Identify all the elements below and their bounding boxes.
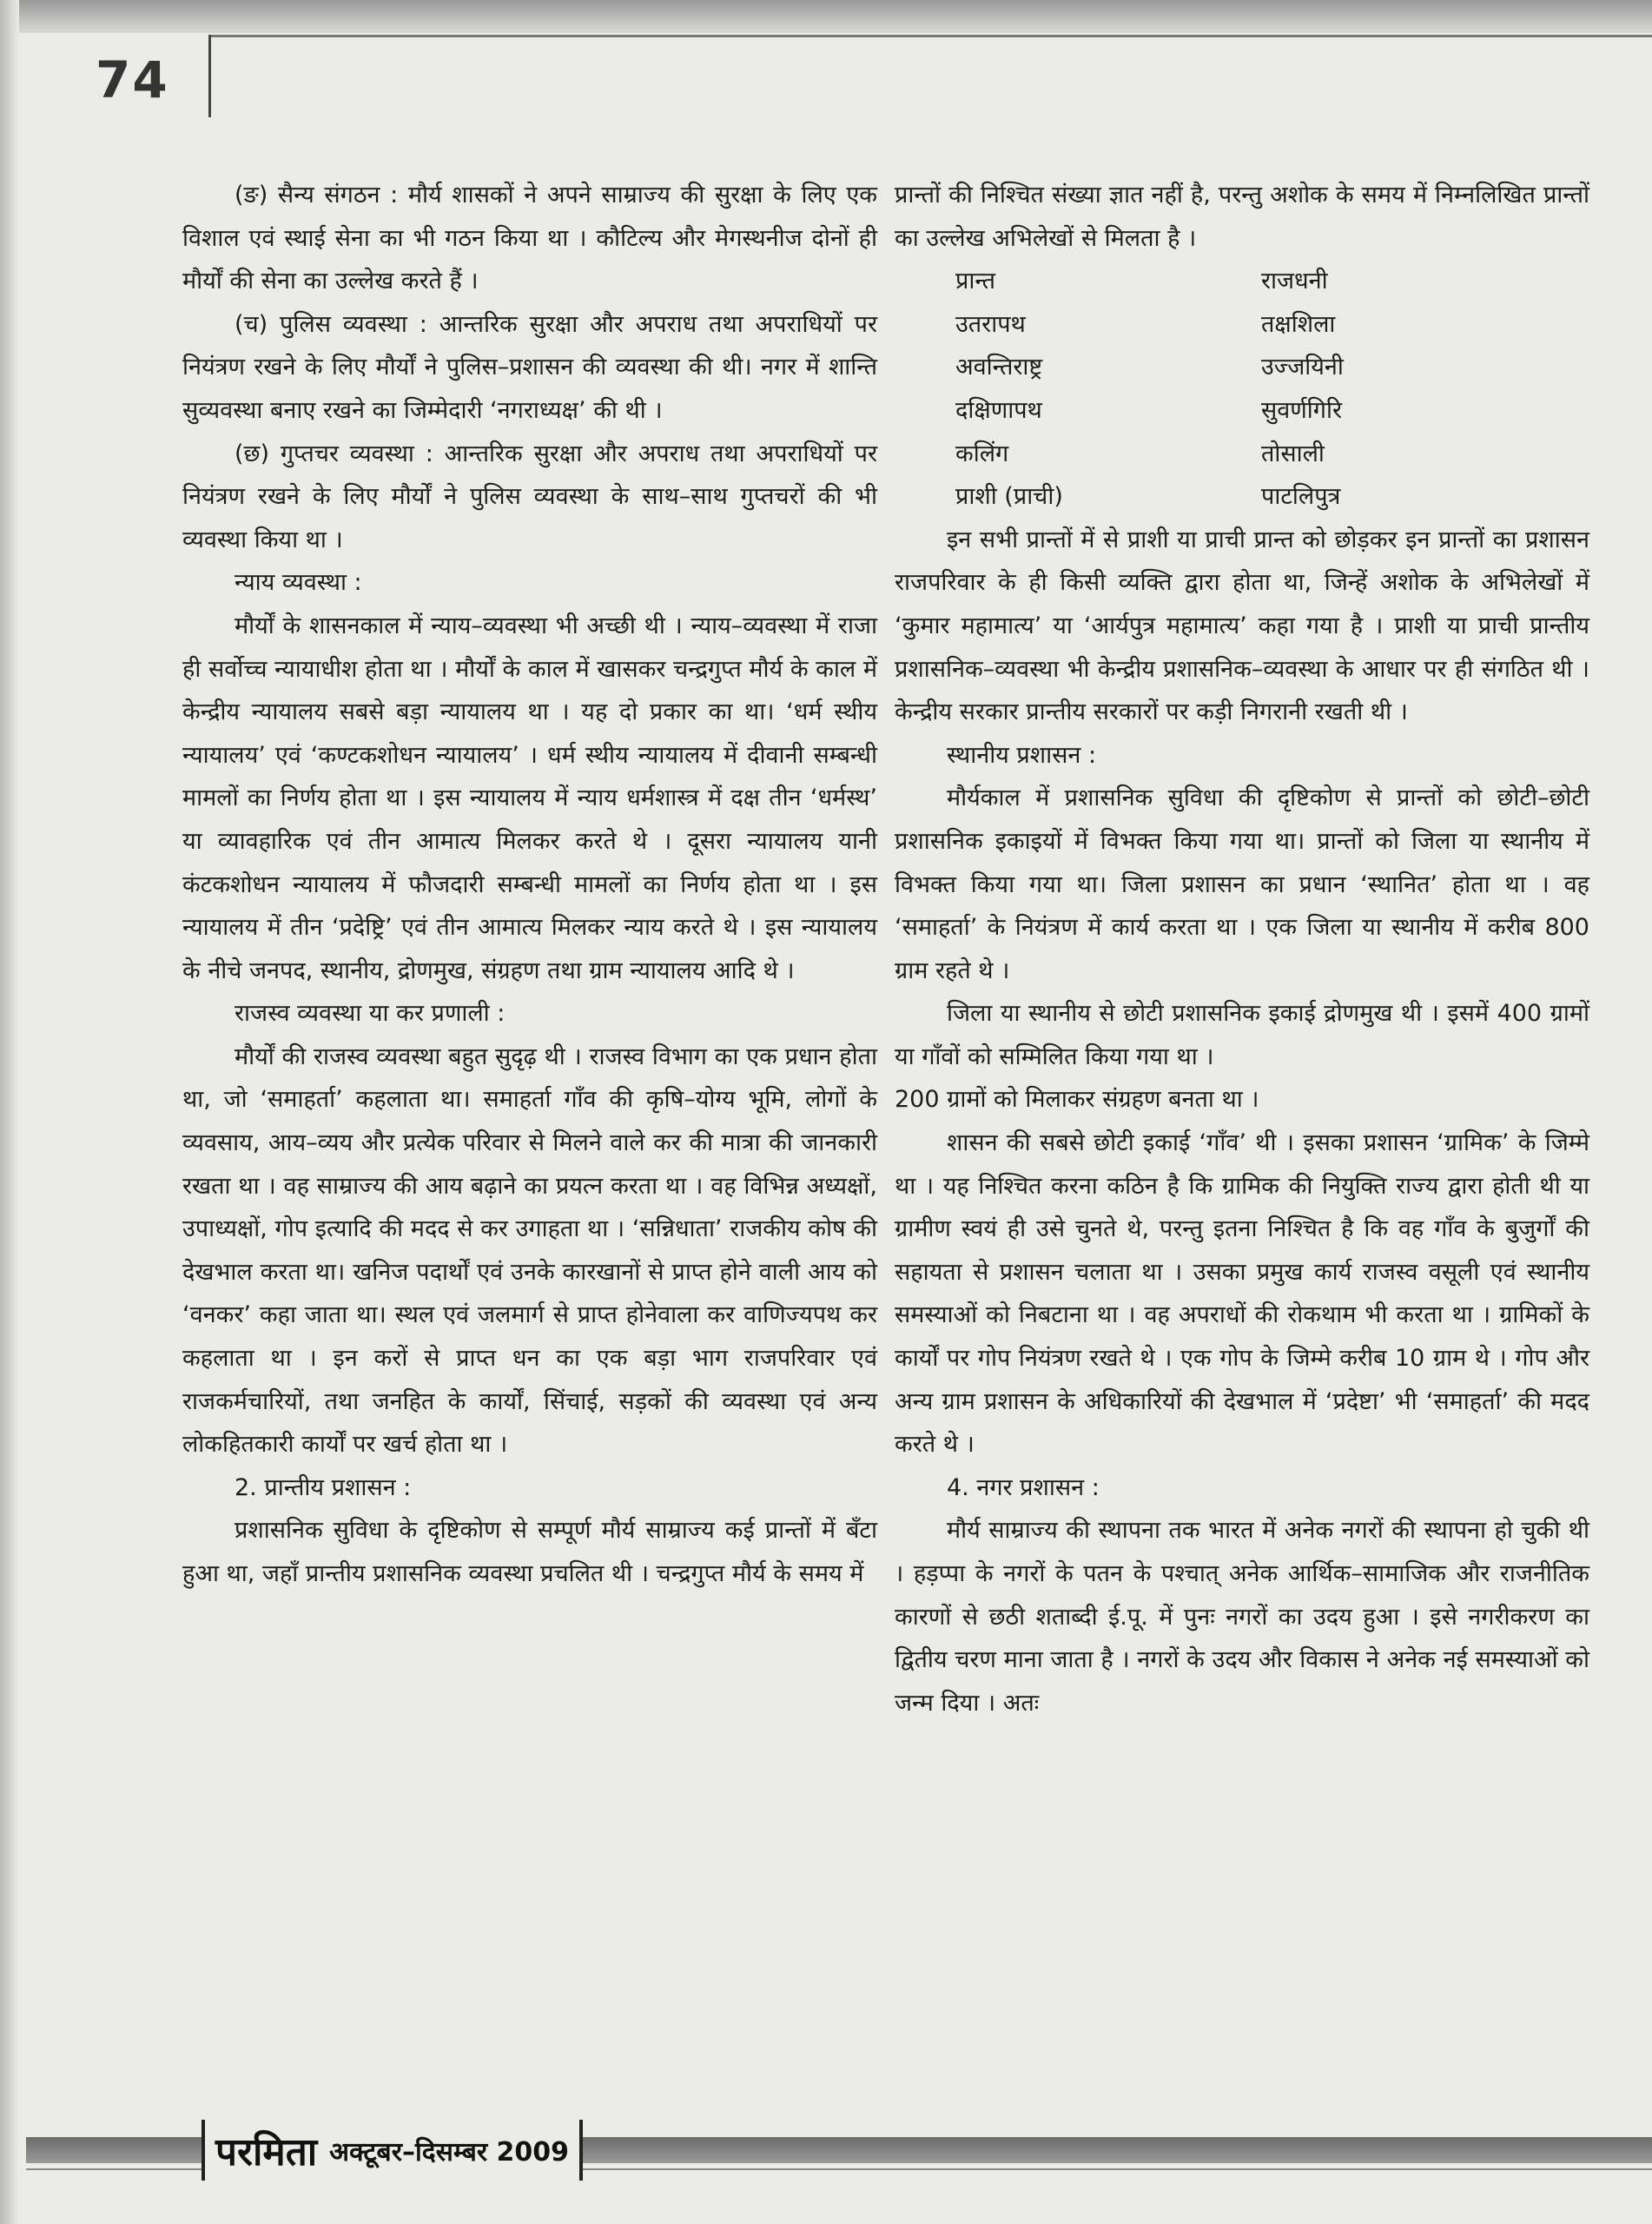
province-capital: तक्षशिला (1260, 310, 1336, 338)
province-name: अवन्तिराष्ट्र (955, 354, 1043, 381)
local-admin-heading: स्थानीय प्रशासन : (947, 741, 1097, 769)
province-name: कलिंग (955, 440, 1009, 467)
revenue-paragraph: मौर्यों की राजस्व व्यवस्था बहुत सुदृढ़ थी । राजस्व विभाग का एक प्रधान होता था, जो ‘समाहर्ता’ कहलाता था। समाहर्ता गाँव की कृषि–योग्य भूमि, लोगों के व्यवसाय, आय–व्यय और प्रत्येक परिवार से मिलने वाले कर की मात्रा की जानकारी रखता था । वह साम्राज्य की आय बढ़ाने का प्रयत्न करता था । वह विभिन्न अध्यक्षों, उपाध्यक्षों, गोप इत्यादि की मदद से कर उगाहता था । ‘सन्निधाता’ राजकीय कोष की देखभाल करता था। खनिज पदार्थों एवं उनके कारखानों से प्राप्त होने वाली आय को ‘वनकर’ कहा जाता था। स्थल एवं जलमार्ग से प्राप्त होनेवाला कर वाणिज्यपथ कर कहलाता था । इन करों से प्राप्त धन का एक बड़ा भाग राजपरिवार एवं राजकर्मचारियों, तथा जनहित के कार्यों, सिंचाई, सड़कों की व्यवस्था एवं अन्य लोकहितकारी कार्यों पर खर्च होता था । (182, 1042, 877, 1459)
province-capital: उज्जयिनी (1260, 354, 1344, 381)
page-binding-shadow (0, 0, 19, 2224)
police-paragraph: (च) पुलिस व्यवस्था : आन्तरिक सुरक्षा और अपराध तथा अपराधियों पर नियंत्रण रखने के लिए मौर्यों ने पुलिस–प्रशासन की व्यवस्था की थी। नगर में शान्ति सुव्यवस्था बनाए रखने का जिम्मेदारी ‘नगराध्यक्ष’ की थी । (182, 310, 877, 424)
right-column (895, 174, 1589, 1724)
spy-paragraph: (छ) गुप्तचर व्यवस्था : आन्तरिक सुरक्षा और अपराध तथा अपराधियों पर नियंत्रण रखने के लिए मौर्यों ने पुलिस व्यवस्था के साथ–साथ गुप्तचरों की भी व्यवस्था किया था । (182, 440, 877, 553)
page-top-edge (0, 0, 1652, 33)
table-row (955, 303, 1511, 347)
province-capital: तोसाली (1260, 440, 1325, 467)
footer-label (202, 2120, 583, 2181)
provincial-paragraph: प्रशासनिक सुविधा के दृष्टिकोण से सम्पूर्ण मौर्य साम्राज्य कई प्रान्तों में बँटा हुआ था, जहाँ प्रान्तीय प्रशासनिक व्यवस्था प्रचलित थी । चन्द्रगुप्त मौर्य के समय में (182, 1517, 877, 1587)
table-row (955, 389, 1511, 433)
header-rule-horizontal (208, 35, 1652, 37)
village-paragraph: शासन की सबसे छोटी इकाई ‘गाँव’ थी । इसका प्रशासन ‘ग्रामिक’ के जिम्मे था । यह निश्चित करना कठिन है कि ग्रामिक की नियुक्ति राज्य द्वारा होती थी या ग्रामीण स्वयं ही उसे चुनते थे, परन्तु इतना निश्चित है कि वह गाँव के बुजुर्गों की सहायता से प्रशासन चलाता था । उसका प्रमुख कार्य राजस्व वसूली एवं स्थानीय समस्याओं को निबटाना था । वह अपराधों की रोकथाम भी करता था । ग्रामिकों के कार्यों पर गोप नियंत्रण रखते थे । एक गोप के जिम्मे करीब 10 ग्राम थे । गोप और अन्य ग्राम प्रशासन के अधिकारियों की देखभाल में ‘प्रदेष्टा’ भी ‘समाहर्ता’ की मदद करते थे । (895, 1129, 1589, 1459)
left-column (182, 174, 877, 1596)
city-admin-heading: 4. नगर प्रशासन : (947, 1473, 1100, 1501)
local-admin-paragraph: मौर्यकाल में प्रशासनिक सुविधा की दृष्टिकोण से प्रान्तों को छोटी–छोटी प्रशासनिक इकाइयों में विभक्त किया गया था। प्रान्तों को जिला या स्थानीय में विभक्त किया गया था। जिला प्रशासन का प्रधान ‘स्थानित’ होता था । वह ‘समाहर्ता’ के नियंत्रण में कार्य करता था । एक जिला या स्थानीय में करीब 800 ग्राम रहते थे । (895, 784, 1589, 984)
province-capital: पाटलिपुत्र (1260, 483, 1341, 511)
provincial-heading: 2. प्रान्तीय प्रशासन : (235, 1473, 412, 1501)
military-paragraph: (ङ) सैन्य संगठन : मौर्य शासकों ने अपने साम्राज्य की सुरक्षा के लिए एक विशाल एवं स्थाई सेना का भी गठन किया था । कौटिल्य और मेगस्थनीज दोनों ही मौर्यों की सेना का उल्लेख करते हैं । (182, 182, 877, 295)
header-rule-vertical (208, 35, 211, 117)
province-name: प्राशी (प्राची) (955, 483, 1063, 511)
table-row (955, 475, 1511, 519)
justice-paragraph: मौर्यों के शासनकाल में न्याय–व्यवस्था भी अच्छी थी । न्याय–व्यवस्था में राजा ही सर्वोच्च न्यायाधीश होता था । मौर्यों के काल में खासकर चन्द्रगुप्त मौर्य के काल में केन्द्रीय न्यायालय सबसे बड़ा न्यायालय था । यह दो प्रकार का था। ‘धर्म स्थीय न्यायालय’ एवं ‘कण्टकशोधन न्यायालय’ । धर्म स्थीय न्यायालय में दीवानी सम्बन्धी मामलों का निर्णय होता था । इस न्यायालय में न्याय धर्मशास्त्र में दक्ष तीन ‘धर्मस्थ’ या व्यावहारिक एवं तीन आमात्य मिलकर करते थे । दूसरा न्यायालय यानी कंटकशोधन न्यायालय में फौजदारी सम्बन्धी मामलों का निर्णय होता था । इस न्यायालय में तीन ‘प्रदेष्ट्रि’ एवं तीन आमात्य मिलकर न्याय करते थे । इस न्यायालय के नीचे जनपद, स्थानीय, द्रोणमुख, संग्रहण तथा ग्राम न्यायालय आदि थे । (182, 612, 878, 984)
sangrahan-paragraph: 200 ग्रामों को मिलाकर संग्रहण बनता था । (895, 1086, 1259, 1114)
magazine-logo: परमिता (215, 2130, 318, 2174)
table-header-row (955, 260, 1511, 303)
justice-heading: न्याय व्यवस्था : (235, 569, 362, 597)
provinces-intro: प्रान्तों की निश्चित संख्या ज्ञात नहीं है, परन्तु अशोक के समय में निम्नलिखित प्रान्तों का उल्लेख अभिलेखों से मिलता है । (895, 182, 1589, 252)
province-table (955, 260, 1511, 519)
table-header-province: प्रान्त (955, 268, 996, 295)
table-row (955, 346, 1511, 389)
city-admin-paragraph: मौर्य साम्राज्य की स्थापना तक भारत में अनेक नगरों की स्थापना हो चुकी थी । हड़प्पा के नगरों के पतन के पश्चात् अनेक आर्थिक–सामाजिक और राजनीतिक कारणों से छठी शताब्दी ई.पू. में पुनः नगरों का उदय हुआ । इसे नगरीकरण का द्वितीय चरण माना जाता है । नगरों के उदय और विकास ने अनेक नई समस्याओं को जन्म दिया । अतः (895, 1517, 1589, 1717)
provincial-admin-paragraph: इन सभी प्रान्तों में से प्राशी या प्राची प्रान्त को छोड़कर इन प्रान्तों का प्रशासन राजपरिवार के ही किसी व्यक्ति द्वारा होता था, जिन्हें अशोक के अभिलेखों में ‘कुमार महामात्य’ या ‘आर्यपुत्र महामात्य’ कहा गया है । प्राशी या प्राची प्रान्तीय प्रशासनिक–व्यवस्था भी केन्द्रीय प्रशासनिक–व्यवस्था के आधार पर ही संगठित थी । केन्द्रीय सरकार प्रान्तीय सरकारों पर कड़ी निगरानी रखती थी । (895, 526, 1589, 726)
table-header-capital: राजधनी (1260, 268, 1328, 295)
province-capital: सुवर्णगिरि (1260, 396, 1342, 424)
footer (0, 2120, 1652, 2189)
revenue-heading: राजस्व व्यवस्था या कर प्रणाली : (235, 1000, 506, 1028)
dronamukh-paragraph: जिला या स्थानीय से छोटी प्रशासनिक इकाई द्रोणमुख थी । इसमें 400 ग्रामों या गाँवों को सम्मिलित किया गया था । (895, 1000, 1589, 1070)
table-row (955, 433, 1511, 476)
page-number: 74 (96, 50, 169, 109)
province-name: दक्षिणापथ (955, 396, 1042, 424)
province-name: उतरापथ (955, 310, 1026, 338)
issue-date: अक्टूबर–दिसम्बर 2009 (329, 2136, 570, 2168)
